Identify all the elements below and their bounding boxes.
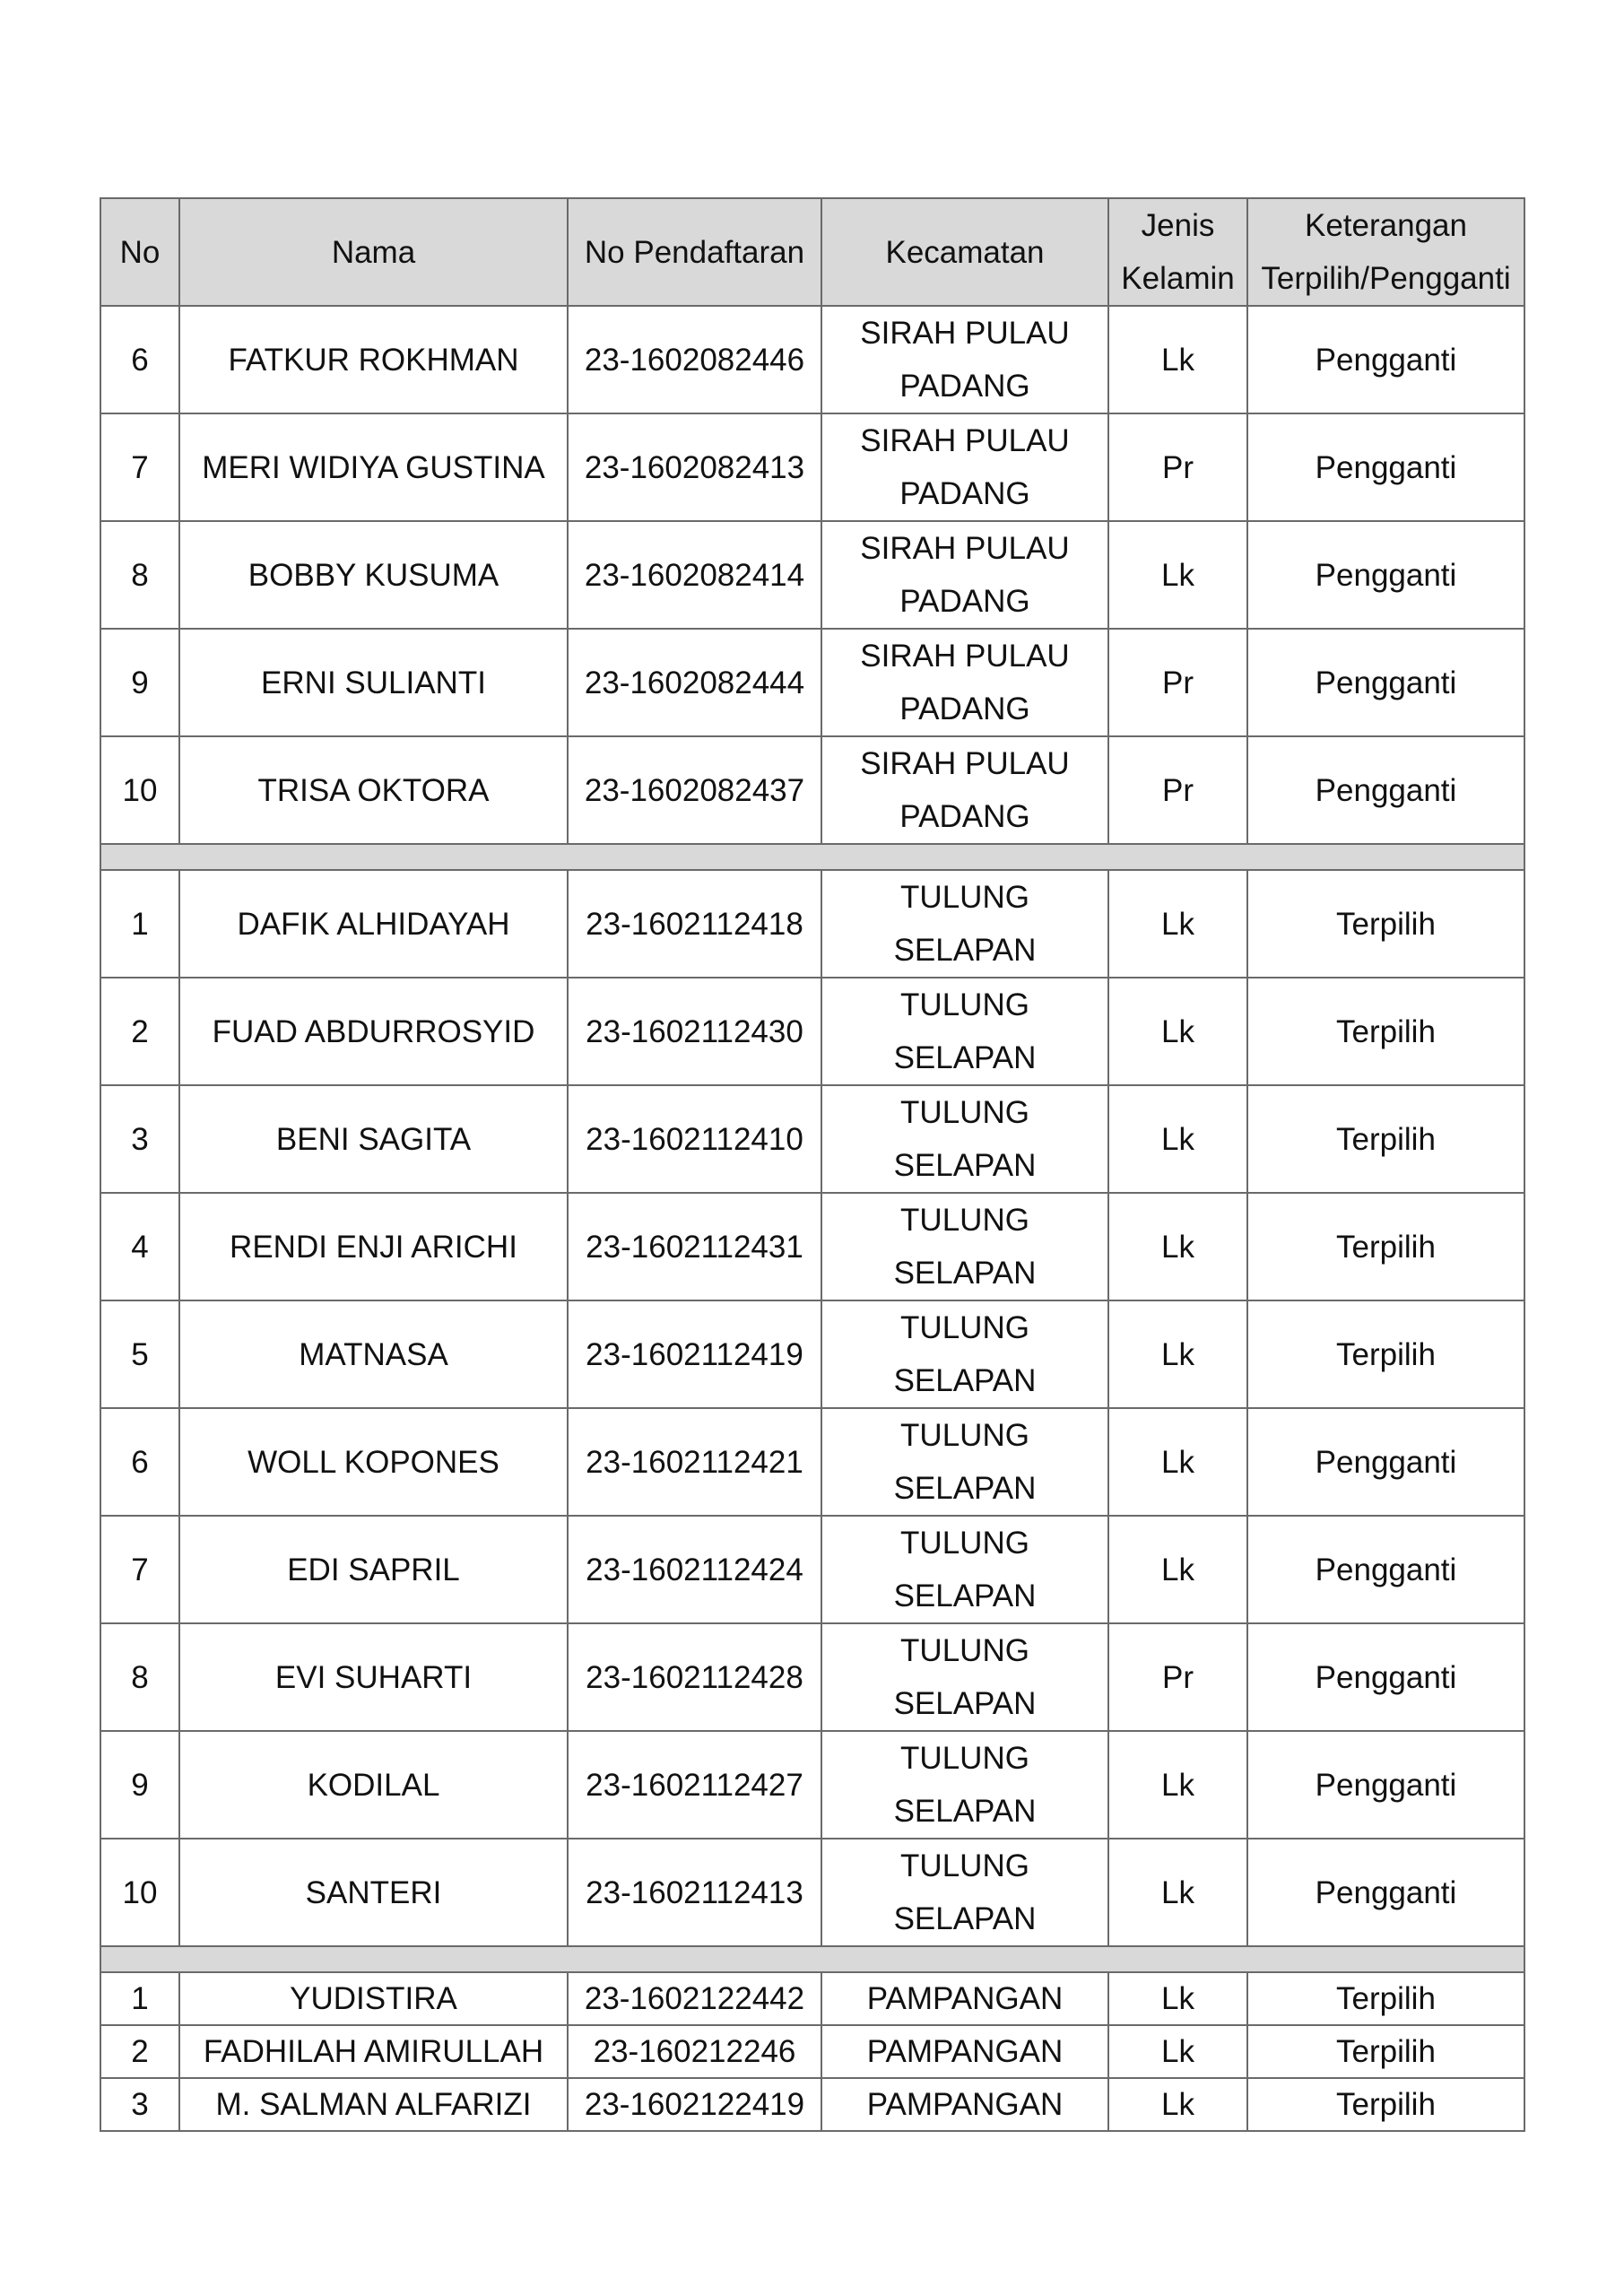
cell-keterangan: Terpilih xyxy=(1247,1193,1524,1300)
cell-keterangan: Terpilih xyxy=(1247,2025,1524,2078)
group-separator xyxy=(100,844,1524,870)
cell-no: 2 xyxy=(100,2025,179,2078)
kecamatan-line: SELAPAN xyxy=(893,1901,1037,1936)
kecamatan-line: PADANG xyxy=(899,691,1030,726)
cell-jenis-kelamin: Lk xyxy=(1108,1972,1247,2025)
cell-jenis-kelamin: Pr xyxy=(1108,413,1247,521)
cell-jenis-kelamin: Lk xyxy=(1108,1193,1247,1300)
cell-keterangan: Pengganti xyxy=(1247,1839,1524,1946)
table-row xyxy=(100,736,1524,844)
cell-no: 8 xyxy=(100,1623,179,1731)
header-kecamatan: Kecamatan xyxy=(821,198,1108,306)
cell-jenis-kelamin: Lk xyxy=(1108,1839,1247,1946)
cell-nama: MERI WIDIYA GUSTINA xyxy=(179,413,568,521)
kecamatan-line: SIRAH PULAU xyxy=(860,746,1070,781)
cell-kecamatan xyxy=(821,736,1108,844)
cell-nama: MATNASA xyxy=(179,1300,568,1408)
kecamatan-line: SELAPAN xyxy=(893,1256,1037,1291)
cell-no: 10 xyxy=(100,1839,179,1946)
cell-no: 8 xyxy=(100,521,179,629)
cell-nama: BOBBY KUSUMA xyxy=(179,521,568,629)
cell-nama: FUAD ABDURROSYID xyxy=(179,978,568,1085)
cell-no: 5 xyxy=(100,1300,179,1408)
header-nama: Nama xyxy=(179,198,568,306)
cell-kecamatan xyxy=(821,306,1108,413)
cell-nama: FATKUR ROKHMAN xyxy=(179,306,568,413)
table-row xyxy=(100,1193,1524,1300)
table-row xyxy=(100,1516,1524,1623)
cell-kecamatan xyxy=(821,978,1108,1085)
cell-keterangan: Terpilih xyxy=(1247,1300,1524,1408)
cell-nama: EVI SUHARTI xyxy=(179,1623,568,1731)
cell-nama: M. SALMAN ALFARIZI xyxy=(179,2078,568,2131)
header-no-pendaftaran: No Pendaftaran xyxy=(568,198,821,306)
cell-no-pendaftaran: 23-1602112431 xyxy=(568,1193,821,1300)
cell-keterangan: Terpilih xyxy=(1247,870,1524,978)
cell-no: 4 xyxy=(100,1193,179,1300)
cell-jenis-kelamin: Lk xyxy=(1108,1516,1247,1623)
cell-keterangan: Pengganti xyxy=(1247,413,1524,521)
table-row xyxy=(100,1839,1524,1946)
cell-nama: ERNI SULIANTI xyxy=(179,629,568,736)
cell-no: 9 xyxy=(100,1731,179,1839)
cell-jenis-kelamin: Lk xyxy=(1108,306,1247,413)
kecamatan-line: TULUNG xyxy=(900,1848,1029,1883)
cell-jenis-kelamin: Lk xyxy=(1108,978,1247,1085)
kecamatan-line: PADANG xyxy=(899,369,1030,404)
group-separator-cell xyxy=(100,1946,1524,1972)
cell-keterangan: Pengganti xyxy=(1247,1408,1524,1516)
cell-no-pendaftaran: 23-1602082444 xyxy=(568,629,821,736)
cell-no: 7 xyxy=(100,1516,179,1623)
cell-kecamatan xyxy=(821,1972,1108,2025)
kecamatan-line: PADANG xyxy=(899,476,1030,511)
kecamatan-line: TULUNG xyxy=(900,1418,1029,1453)
cell-kecamatan xyxy=(821,1193,1108,1300)
cell-no-pendaftaran: 23-1602112418 xyxy=(568,870,821,978)
cell-kecamatan xyxy=(821,1731,1108,1839)
kecamatan-line: SELAPAN xyxy=(893,1148,1037,1183)
kecamatan-line: PAMPANGAN xyxy=(866,2034,1064,2069)
table-body xyxy=(100,306,1524,2131)
cell-no-pendaftaran: 23-1602112430 xyxy=(568,978,821,1085)
table-row xyxy=(100,1085,1524,1193)
kecamatan-line: TULUNG xyxy=(900,1526,1029,1561)
cell-nama: KODILAL xyxy=(179,1731,568,1839)
cell-no: 6 xyxy=(100,306,179,413)
cell-keterangan: Pengganti xyxy=(1247,306,1524,413)
cell-jenis-kelamin: Lk xyxy=(1108,870,1247,978)
cell-nama: DAFIK ALHIDAYAH xyxy=(179,870,568,978)
cell-nama: BENI SAGITA xyxy=(179,1085,568,1193)
kecamatan-line: SELAPAN xyxy=(893,933,1037,968)
cell-keterangan: Pengganti xyxy=(1247,1516,1524,1623)
kecamatan-line: SELAPAN xyxy=(893,1794,1037,1829)
table-row xyxy=(100,1408,1524,1516)
cell-no-pendaftaran: 23-1602122419 xyxy=(568,2078,821,2131)
table-row xyxy=(100,1731,1524,1839)
cell-keterangan: Terpilih xyxy=(1247,2078,1524,2131)
cell-no-pendaftaran: 23-1602112428 xyxy=(568,1623,821,1731)
kecamatan-line: SELAPAN xyxy=(893,1578,1037,1613)
cell-kecamatan xyxy=(821,2078,1108,2131)
header-no: No xyxy=(100,198,179,306)
cell-kecamatan xyxy=(821,2025,1108,2078)
table-row xyxy=(100,306,1524,413)
cell-no: 1 xyxy=(100,870,179,978)
cell-keterangan: Pengganti xyxy=(1247,1731,1524,1839)
cell-jenis-kelamin: Lk xyxy=(1108,1408,1247,1516)
table-row xyxy=(100,1300,1524,1408)
kecamatan-line: PAMPANGAN xyxy=(866,1981,1064,2016)
table-row xyxy=(100,2025,1524,2078)
cell-no-pendaftaran: 23-1602112410 xyxy=(568,1085,821,1193)
cell-keterangan: Pengganti xyxy=(1247,629,1524,736)
table-header-row xyxy=(100,198,1524,306)
kecamatan-line: SIRAH PULAU xyxy=(860,531,1070,566)
cell-keterangan: Pengganti xyxy=(1247,1623,1524,1731)
cell-jenis-kelamin: Lk xyxy=(1108,2078,1247,2131)
cell-jenis-kelamin: Lk xyxy=(1108,1085,1247,1193)
cell-nama: WOLL KOPONES xyxy=(179,1408,568,1516)
cell-kecamatan xyxy=(821,413,1108,521)
cell-jenis-kelamin: Pr xyxy=(1108,1623,1247,1731)
kecamatan-line: SELAPAN xyxy=(893,1471,1037,1506)
participant-table xyxy=(100,197,1525,2132)
cell-nama: EDI SAPRIL xyxy=(179,1516,568,1623)
kecamatan-line: TULUNG xyxy=(900,1741,1029,1776)
kecamatan-line: SELAPAN xyxy=(893,1363,1037,1398)
cell-no-pendaftaran: 23-1602082413 xyxy=(568,413,821,521)
cell-no-pendaftaran: 23-1602122442 xyxy=(568,1972,821,2025)
cell-no-pendaftaran: 23-1602112427 xyxy=(568,1731,821,1839)
group-separator-cell xyxy=(100,844,1524,870)
group-separator xyxy=(100,1946,1524,1972)
cell-no-pendaftaran: 23-1602082414 xyxy=(568,521,821,629)
table-row xyxy=(100,1972,1524,2025)
cell-no: 7 xyxy=(100,413,179,521)
cell-no: 9 xyxy=(100,629,179,736)
cell-jenis-kelamin: Lk xyxy=(1108,1300,1247,1408)
cell-kecamatan xyxy=(821,1408,1108,1516)
cell-nama: RENDI ENJI ARICHI xyxy=(179,1193,568,1300)
kecamatan-line: PAMPANGAN xyxy=(866,2087,1064,2122)
cell-kecamatan xyxy=(821,1623,1108,1731)
table-row xyxy=(100,2078,1524,2131)
cell-kecamatan xyxy=(821,1300,1108,1408)
kecamatan-line: TULUNG xyxy=(900,1203,1029,1238)
cell-nama: YUDISTIRA xyxy=(179,1972,568,2025)
header-keterangan: Keterangan Terpilih/Pengganti xyxy=(1247,198,1524,306)
table-row xyxy=(100,413,1524,521)
cell-no: 10 xyxy=(100,736,179,844)
kecamatan-line: TULUNG xyxy=(900,1095,1029,1130)
cell-no-pendaftaran: 23-1602112413 xyxy=(568,1839,821,1946)
cell-keterangan: Terpilih xyxy=(1247,1085,1524,1193)
cell-no-pendaftaran: 23-1602082446 xyxy=(568,306,821,413)
table-row xyxy=(100,629,1524,736)
cell-keterangan: Terpilih xyxy=(1247,1972,1524,2025)
cell-no: 6 xyxy=(100,1408,179,1516)
cell-jenis-kelamin: Lk xyxy=(1108,2025,1247,2078)
cell-kecamatan xyxy=(821,1085,1108,1193)
table-row xyxy=(100,1623,1524,1731)
cell-no: 2 xyxy=(100,978,179,1085)
cell-kecamatan xyxy=(821,521,1108,629)
cell-kecamatan xyxy=(821,1839,1108,1946)
cell-kecamatan xyxy=(821,870,1108,978)
cell-no-pendaftaran: 23-1602082437 xyxy=(568,736,821,844)
cell-no-pendaftaran: 23-1602112419 xyxy=(568,1300,821,1408)
cell-jenis-kelamin: Lk xyxy=(1108,521,1247,629)
table-row xyxy=(100,978,1524,1085)
kecamatan-line: PADANG xyxy=(899,799,1030,834)
cell-kecamatan xyxy=(821,1516,1108,1623)
kecamatan-line: TULUNG xyxy=(900,1633,1029,1668)
cell-no-pendaftaran: 23-1602112421 xyxy=(568,1408,821,1516)
kecamatan-line: SIRAH PULAU xyxy=(860,639,1070,674)
kecamatan-line: SELAPAN xyxy=(893,1040,1037,1075)
kecamatan-line: SIRAH PULAU xyxy=(860,316,1070,351)
kecamatan-line: PADANG xyxy=(899,584,1030,619)
cell-no-pendaftaran: 23-160212246 xyxy=(568,2025,821,2078)
kecamatan-line: TULUNG xyxy=(900,987,1029,1022)
cell-no: 3 xyxy=(100,1085,179,1193)
kecamatan-line: SELAPAN xyxy=(893,1686,1037,1721)
cell-kecamatan xyxy=(821,629,1108,736)
cell-no-pendaftaran: 23-1602112424 xyxy=(568,1516,821,1623)
table-row xyxy=(100,870,1524,978)
kecamatan-line: SIRAH PULAU xyxy=(860,423,1070,458)
kecamatan-line: TULUNG xyxy=(900,880,1029,915)
cell-no: 3 xyxy=(100,2078,179,2131)
cell-keterangan: Pengganti xyxy=(1247,736,1524,844)
cell-nama: TRISA OKTORA xyxy=(179,736,568,844)
kecamatan-line: TULUNG xyxy=(900,1310,1029,1345)
header-jenis-kelamin: Jenis Kelamin xyxy=(1108,198,1247,306)
cell-keterangan: Pengganti xyxy=(1247,521,1524,629)
cell-jenis-kelamin: Pr xyxy=(1108,629,1247,736)
table-row xyxy=(100,521,1524,629)
cell-keterangan: Terpilih xyxy=(1247,978,1524,1085)
cell-nama: SANTERI xyxy=(179,1839,568,1946)
cell-nama: FADHILAH AMIRULLAH xyxy=(179,2025,568,2078)
cell-jenis-kelamin: Pr xyxy=(1108,736,1247,844)
cell-jenis-kelamin: Lk xyxy=(1108,1731,1247,1839)
cell-no: 1 xyxy=(100,1972,179,2025)
